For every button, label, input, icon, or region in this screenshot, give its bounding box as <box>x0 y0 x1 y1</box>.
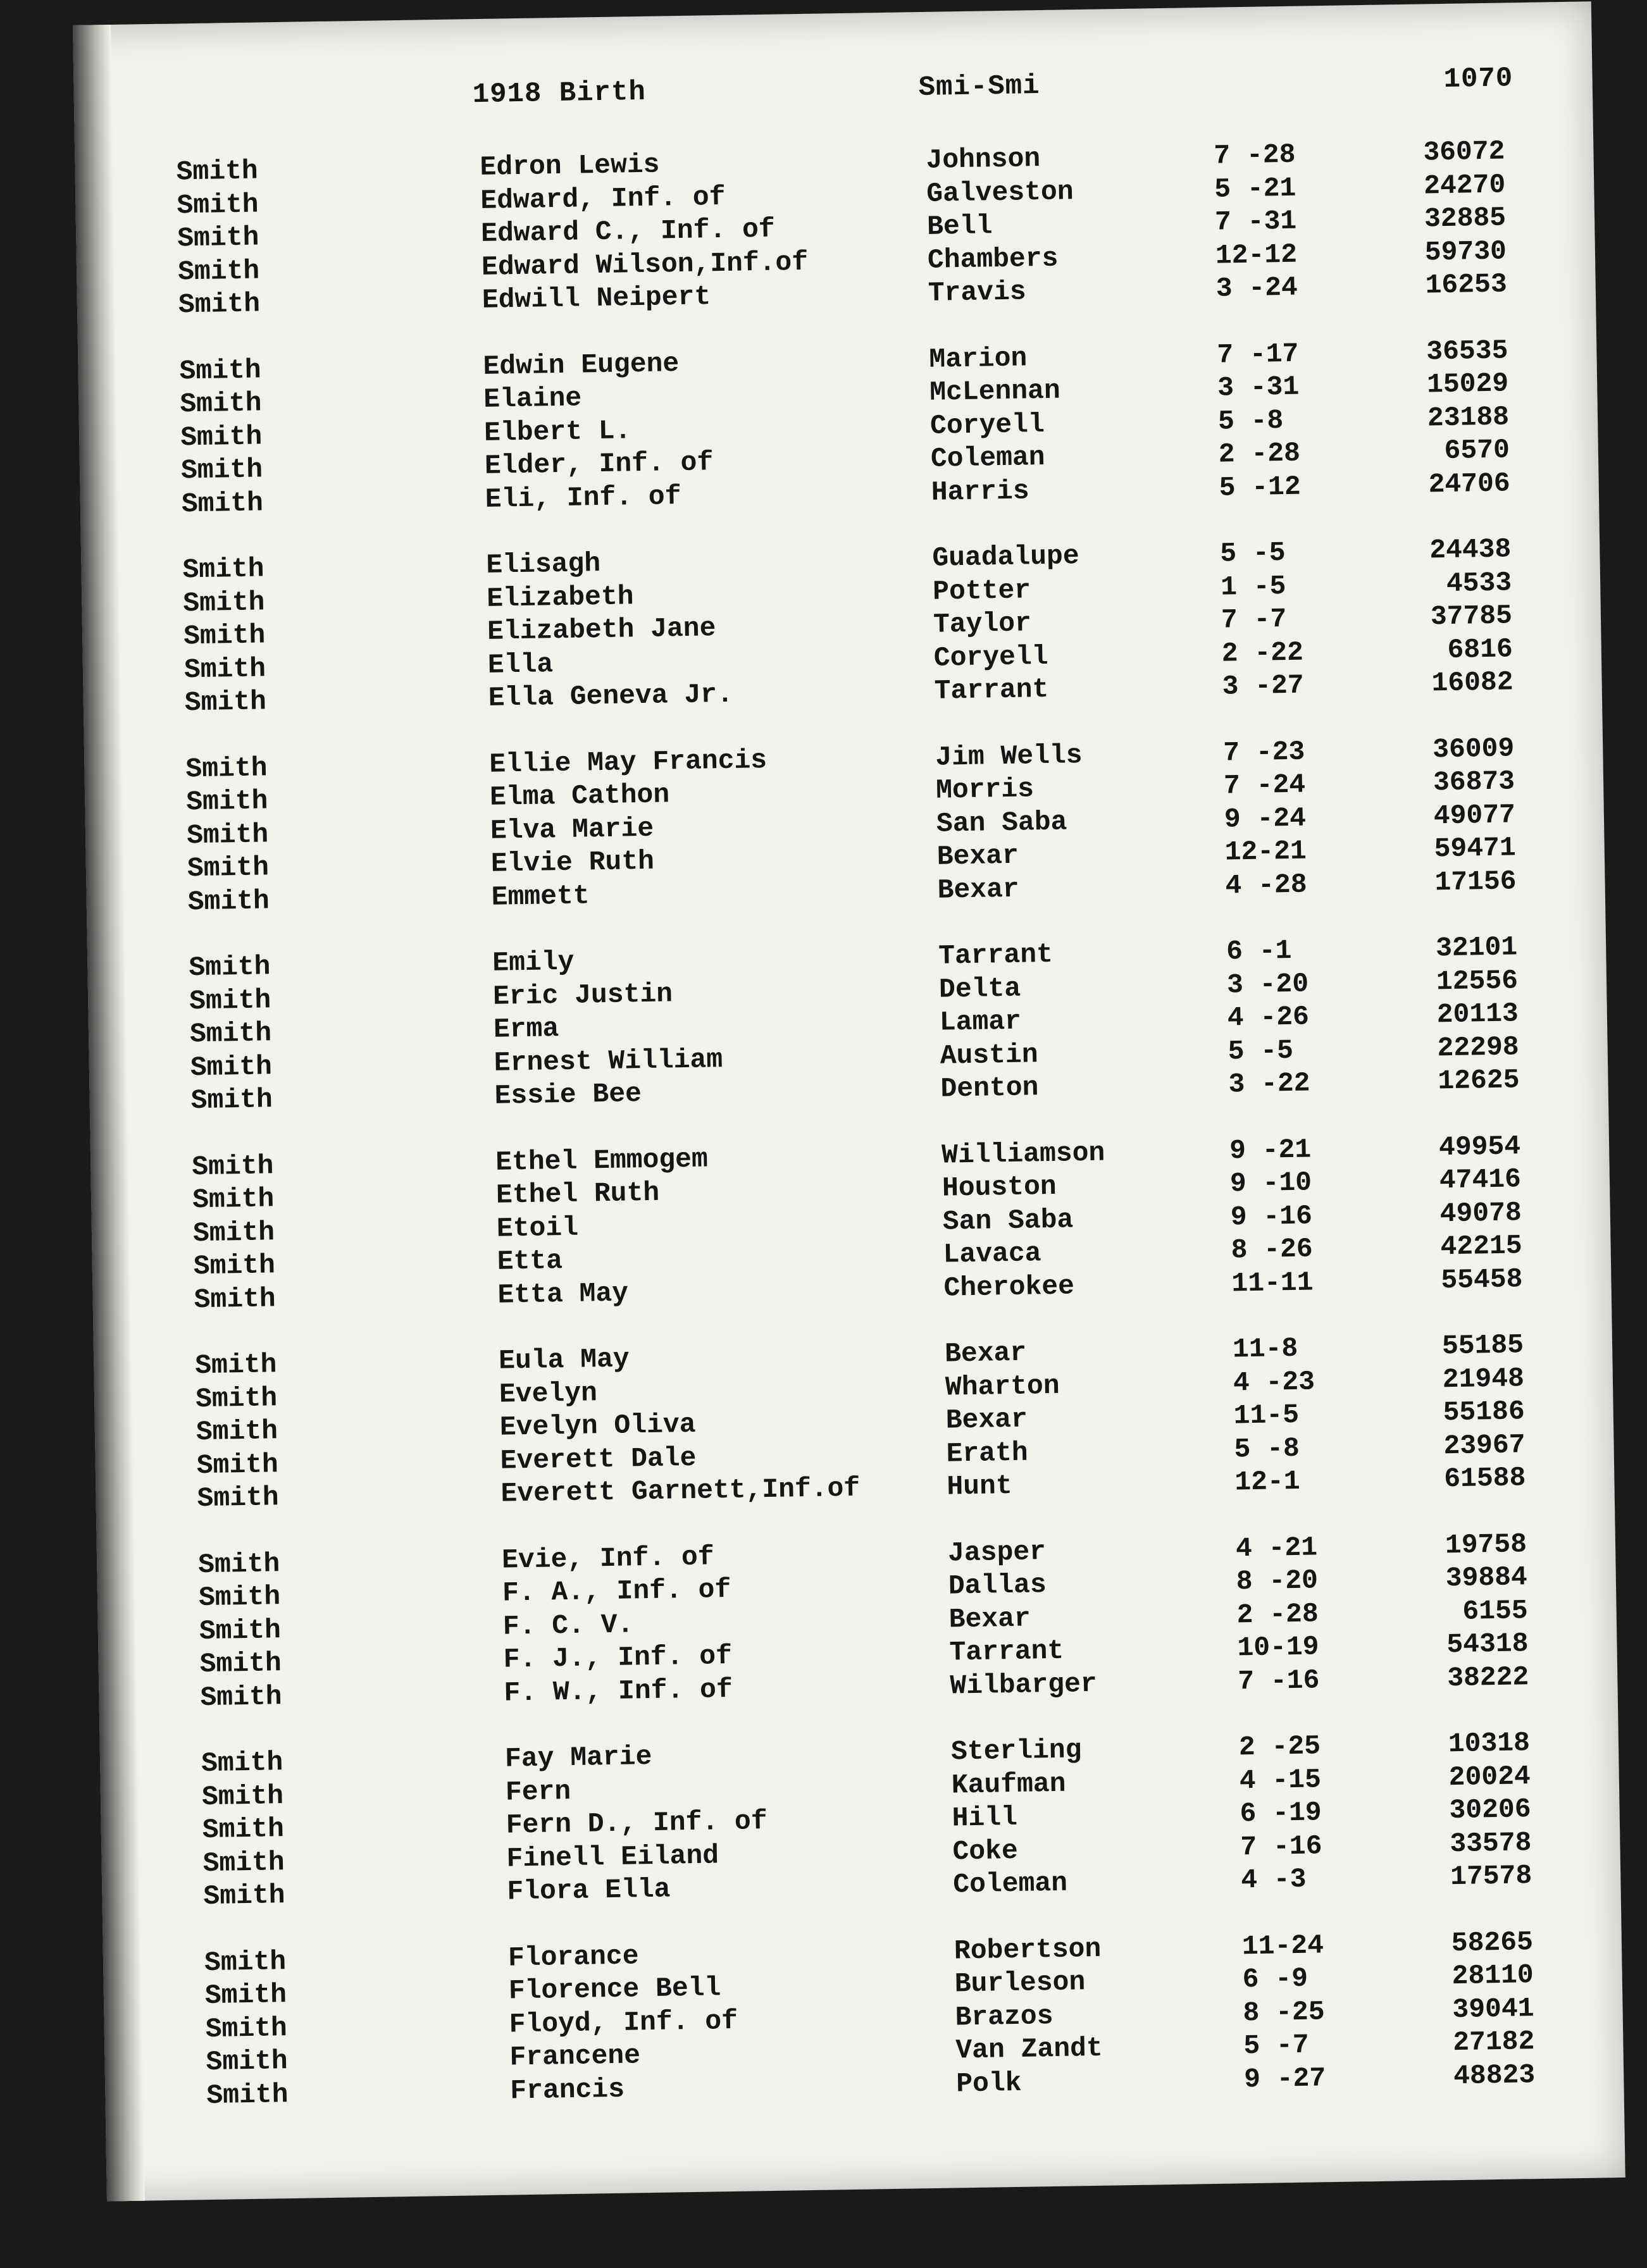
birth-date-cell: 7 -16 <box>1237 1664 1320 1697</box>
given-name-cell: Everett Garnett,Inf.of <box>500 1472 861 1509</box>
county-cell: Hunt <box>947 1470 1013 1503</box>
given-name-cell: Flora Ella <box>507 1873 671 1907</box>
surname-cell: Smith <box>180 454 263 486</box>
birth-date-cell: 5 -5 <box>1219 537 1286 569</box>
county-cell: Dallas <box>948 1569 1047 1602</box>
entry-group <box>87 930 1608 1120</box>
county-cell: Robertson <box>954 1933 1102 1966</box>
given-name-cell: Essie Bee <box>494 1078 642 1112</box>
certificate-number-cell: 19758 <box>1445 1528 1527 1561</box>
given-name-cell: Francis <box>509 2073 625 2107</box>
given-name-cell: Elma Cathon <box>489 779 670 813</box>
entry-group <box>97 1527 1618 1717</box>
birth-date-cell: 7 -23 <box>1222 736 1305 769</box>
birth-date-cell: 6 -1 <box>1226 934 1292 967</box>
certificate-number-cell: 17156 <box>1434 865 1517 898</box>
page-number: 1070 <box>1443 63 1513 96</box>
county-cell: Chambers <box>927 242 1059 276</box>
surname-cell: Smith <box>203 1880 285 1912</box>
county-cell: San Saba <box>942 1203 1074 1237</box>
county-cell: Lamar <box>939 1005 1022 1038</box>
birth-date-cell: 3 -31 <box>1217 371 1300 404</box>
county-cell: Taylor <box>933 607 1032 640</box>
certificate-number-cell: 23967 <box>1443 1428 1526 1461</box>
birth-date-cell: 8 -25 <box>1243 1995 1325 2028</box>
county-cell: Johnson <box>926 143 1041 176</box>
given-name-cell: Fern <box>505 1775 571 1808</box>
surname-cell: Smith <box>177 221 259 254</box>
certificate-number-cell: 58265 <box>1451 1926 1534 1959</box>
surname-cell: Smith <box>199 1647 282 1680</box>
surname-cell: Smith <box>185 785 268 818</box>
certificate-number-cell: 61588 <box>1443 1462 1526 1495</box>
county-cell: Jim Wells <box>935 739 1083 773</box>
surname-cell: Smith <box>179 354 262 387</box>
certificate-number-cell: 20024 <box>1448 1760 1531 1793</box>
surname-cell: Smith <box>181 486 264 519</box>
county-cell: Wharton <box>945 1370 1060 1403</box>
certificate-number-cell: 24706 <box>1428 467 1511 500</box>
given-name-cell: Ellie May Francis <box>489 744 768 780</box>
birth-date-cell: 11-5 <box>1233 1399 1300 1432</box>
county-cell: Marion <box>929 342 1028 375</box>
surname-cell: Smith <box>201 1747 283 1780</box>
given-name-cell: Elvie Ruth <box>490 845 655 879</box>
county-cell: Tarrant <box>938 938 1053 972</box>
county-cell: Morris <box>935 773 1035 806</box>
entry-group <box>84 731 1605 921</box>
certificate-number-cell: 55458 <box>1441 1263 1523 1296</box>
given-name-cell: Elbert L. <box>483 414 631 449</box>
certificate-number-cell: 42215 <box>1440 1230 1522 1263</box>
given-name-cell: Ella Geneva Jr. <box>488 678 734 714</box>
given-name-cell: Everett Dale <box>500 1442 697 1477</box>
birth-date-cell: 4 -23 <box>1233 1365 1315 1398</box>
surname-cell: Smith <box>196 1415 278 1448</box>
county-cell: Sterling <box>950 1734 1082 1768</box>
county-cell: Kaufman <box>951 1768 1066 1801</box>
birth-date-cell: 9 -24 <box>1224 802 1307 835</box>
county-cell: Jasper <box>947 1535 1047 1569</box>
surname-cell: Smith <box>177 254 260 287</box>
given-name-cell: F. W., Inf. of <box>504 1673 733 1709</box>
county-cell: Erath <box>946 1437 1029 1470</box>
certificate-number-cell: 49954 <box>1438 1130 1521 1163</box>
surname-cell: Smith <box>190 1050 273 1083</box>
surname-cell: Smith <box>191 1149 274 1182</box>
certificate-number-cell: 36535 <box>1426 334 1508 367</box>
given-name-cell: Elder, Inf. of <box>484 447 714 481</box>
birth-date-cell: 12-1 <box>1234 1465 1300 1498</box>
county-cell: Hill <box>952 1801 1018 1834</box>
entry-group <box>100 1726 1621 1916</box>
surname-cell: Smith <box>187 884 270 917</box>
certificate-number-cell: 10318 <box>1448 1727 1531 1760</box>
county-cell: Guadalupe <box>932 540 1080 574</box>
birth-date-cell: 5 -8 <box>1234 1432 1300 1465</box>
birth-date-cell: 9 -16 <box>1230 1199 1313 1232</box>
county-cell: Potter <box>932 574 1031 607</box>
county-cell: Wilbarger <box>950 1668 1098 1702</box>
birth-date-cell: 5 -21 <box>1214 172 1296 205</box>
given-name-cell: Etta <box>497 1245 563 1277</box>
certificate-number-cell: 12556 <box>1436 964 1519 997</box>
certificate-number-cell: 24438 <box>1429 533 1512 566</box>
given-name-cell: Fern D., Inf. of <box>506 1806 768 1841</box>
surname-cell: Smith <box>194 1349 277 1382</box>
surname-cell: Smith <box>187 852 270 884</box>
surname-cell: Smith <box>195 1382 278 1415</box>
county-cell: Coleman <box>930 441 1045 474</box>
given-name-cell: Edwin Eugene <box>483 347 680 382</box>
surname-cell: Smith <box>185 752 268 784</box>
page-title: 1918 Birth <box>472 76 647 111</box>
surname-cell: Smith <box>197 1547 280 1580</box>
county-cell: Bexar <box>948 1602 1031 1635</box>
county-cell: Coleman <box>952 1867 1068 1900</box>
certificate-number-cell: 55185 <box>1441 1329 1524 1362</box>
given-name-cell: Ethel Emmogem <box>495 1143 709 1178</box>
birth-date-cell: 8 -20 <box>1236 1565 1319 1597</box>
certificate-number-cell: 36072 <box>1423 135 1505 168</box>
certificate-number-cell: 36873 <box>1433 765 1515 798</box>
surname-cell: Smith <box>180 420 263 453</box>
certificate-number-cell: 22298 <box>1437 1031 1520 1063</box>
county-cell: Travis <box>928 276 1027 309</box>
birth-date-cell: 3 -24 <box>1215 271 1298 304</box>
county-cell: Polk <box>955 2067 1022 2099</box>
birth-date-cell: 2 -28 <box>1236 1597 1319 1630</box>
birth-date-cell: 8 -26 <box>1231 1233 1314 1266</box>
surname-cell: Smith <box>183 652 266 685</box>
surname-cell: Smith <box>189 1017 272 1050</box>
certificate-number-cell: 6155 <box>1462 1594 1529 1627</box>
surname-cell: Smith <box>182 586 265 619</box>
surname-cell: Smith <box>201 1780 284 1813</box>
given-name-cell: Fay Marie <box>504 1740 652 1775</box>
county-cell: Delta <box>938 972 1021 1005</box>
county-cell: Houston <box>942 1170 1057 1204</box>
given-name-cell: Florance <box>507 1940 639 1974</box>
entry-group <box>81 532 1602 722</box>
given-name-cell: Evelyn <box>499 1377 598 1410</box>
surname-cell: Smith <box>183 619 266 652</box>
given-name-cell: Etoil <box>496 1211 579 1244</box>
birth-date-cell: 9 -21 <box>1229 1133 1312 1167</box>
given-name-cell: F. C. V. <box>502 1608 634 1642</box>
certificate-number-cell: 54318 <box>1446 1628 1529 1661</box>
birth-date-cell: 4 -28 <box>1225 869 1307 902</box>
birth-date-cell: 10-19 <box>1237 1631 1319 1664</box>
county-cell: Bexar <box>945 1403 1028 1436</box>
county-cell: Bexar <box>937 873 1020 906</box>
entry-group <box>78 333 1599 523</box>
surname-cell: Smith <box>197 1482 280 1515</box>
certificate-number-cell: 21948 <box>1442 1362 1525 1395</box>
certificate-number-cell: 6816 <box>1447 633 1513 666</box>
given-name-cell: Floyd, Inf. of <box>509 2005 738 2040</box>
certificate-number-cell: 47416 <box>1439 1163 1522 1196</box>
certificate-number-cell: 16253 <box>1425 268 1508 301</box>
given-name-cell: Ethel Ruth <box>495 1177 660 1211</box>
county-cell: McLennan <box>929 375 1061 408</box>
surname-cell: Smith <box>202 1846 285 1879</box>
given-name-cell: Eric Justin <box>492 977 673 1012</box>
birth-date-cell: 7 -17 <box>1217 338 1299 371</box>
given-name-cell: Edward C., Inf. of <box>480 213 776 249</box>
surname-cell: Smith <box>177 188 259 221</box>
birth-date-cell: 7 -24 <box>1223 769 1306 802</box>
given-name-cell: Elizabeth Jane <box>487 612 716 647</box>
surname-cell: Smith <box>180 387 262 420</box>
county-cell: Lavaca <box>943 1237 1041 1270</box>
county-cell: Van Zandt <box>955 2032 1103 2066</box>
birth-date-cell: 11-11 <box>1231 1266 1314 1299</box>
given-name-cell: Edron Lewis <box>480 149 660 183</box>
county-cell: Williamson <box>941 1137 1105 1171</box>
county-cell: Coryell <box>933 640 1048 674</box>
birth-date-cell: 2 -22 <box>1221 636 1304 669</box>
county-cell: Coryell <box>929 408 1045 442</box>
given-name-cell: Eli, Inf. of <box>485 480 681 515</box>
given-name-cell: Ella <box>487 648 554 681</box>
birth-date-cell: 5 -8 <box>1217 404 1284 437</box>
county-cell: Burleson <box>954 1966 1086 2000</box>
certificate-number-cell: 55186 <box>1443 1396 1526 1428</box>
given-name-cell: Elisagh <box>486 548 601 581</box>
certificate-number-cell: 38222 <box>1446 1661 1529 1694</box>
given-name-cell: Etta May <box>497 1277 629 1311</box>
page-header <box>73 61 1593 130</box>
certificate-number-cell: 17578 <box>1450 1860 1532 1893</box>
certificate-number-cell: 28110 <box>1451 1959 1534 1992</box>
surname-cell: Smith <box>204 1945 287 1978</box>
surname-cell: Smith <box>194 1282 277 1315</box>
surname-cell: Smith <box>184 686 267 719</box>
surname-cell: Smith <box>200 1680 282 1713</box>
surname-cell: Smith <box>198 1581 281 1614</box>
certificate-number-cell: 59471 <box>1434 832 1517 865</box>
given-name-cell: Emmett <box>491 879 590 913</box>
certificate-number-cell: 6570 <box>1444 434 1510 467</box>
certificate-number-cell: 39884 <box>1445 1561 1528 1594</box>
given-name-cell: Edwill Neipert <box>482 281 711 316</box>
birth-date-cell: 4 -21 <box>1235 1531 1318 1564</box>
certificate-number-cell: 33578 <box>1449 1826 1532 1859</box>
birth-date-cell: 4 -3 <box>1240 1863 1307 1896</box>
surname-cell: Smith <box>190 1084 273 1117</box>
surname-cell: Smith <box>186 818 269 851</box>
given-name-cell: Evelyn Oliva <box>499 1408 696 1443</box>
birth-date-cell: 4 -15 <box>1239 1763 1322 1796</box>
surname-cell: Smith <box>189 951 271 984</box>
surname-cell: Smith <box>189 984 271 1017</box>
county-cell: Austin <box>940 1038 1038 1072</box>
entry-group <box>75 134 1596 324</box>
birth-date-cell: 11-24 <box>1241 1929 1324 1962</box>
surname-cell: Smith <box>192 1183 275 1216</box>
surname-cell: Smith <box>192 1216 275 1249</box>
birth-date-cell: 5 -5 <box>1227 1034 1294 1067</box>
certificate-number-cell: 39041 <box>1452 1992 1534 2025</box>
birth-date-cell: 3 -20 <box>1226 968 1309 1001</box>
document-page <box>73 1 1625 2201</box>
given-name-cell: Elva Marie <box>490 812 654 846</box>
birth-date-cell: 7 -31 <box>1214 205 1297 238</box>
surname-cell: Smith <box>206 2045 288 2078</box>
county-cell: Cherokee <box>943 1270 1075 1304</box>
given-name-cell: Evie, Inf. of <box>501 1540 714 1576</box>
county-cell: Bexar <box>944 1337 1027 1370</box>
given-name-cell: Erma <box>493 1013 559 1045</box>
entry-group <box>103 1924 1624 2114</box>
given-name-cell: Emily <box>492 946 575 979</box>
birth-date-cell: 2 -28 <box>1218 437 1301 470</box>
birth-date-cell: 7 -16 <box>1240 1830 1322 1862</box>
birth-date-cell: 12-12 <box>1215 239 1298 271</box>
certificate-number-cell: 49077 <box>1433 798 1516 831</box>
certificate-number-cell: 16082 <box>1431 666 1513 699</box>
birth-index-list <box>75 134 1624 2147</box>
certificate-number-cell: 59730 <box>1424 235 1507 268</box>
given-name-cell: Edward, Inf. of <box>480 181 726 216</box>
surname-cell: Smith <box>204 1979 287 2012</box>
birth-date-cell: 3 -27 <box>1222 669 1305 702</box>
certificate-number-cell: 20113 <box>1436 998 1519 1031</box>
birth-date-cell: 5 -12 <box>1219 471 1302 504</box>
certificate-number-cell: 24270 <box>1423 168 1506 201</box>
given-name-cell: Edward Wilson,Inf.of <box>481 246 809 283</box>
birth-date-cell: 4 -26 <box>1227 1001 1310 1034</box>
county-cell: Denton <box>940 1072 1039 1105</box>
certificate-number-cell: 32885 <box>1424 202 1507 235</box>
county-cell: Coke <box>952 1835 1019 1868</box>
county-cell: Bell <box>926 210 993 242</box>
birth-date-cell: 9 -10 <box>1229 1167 1312 1199</box>
surname-cell: Smith <box>182 553 264 586</box>
certificate-number-cell: 49078 <box>1439 1196 1522 1229</box>
name-range: Smi-Smi <box>918 70 1040 104</box>
given-name-cell: F. J., Inf. of <box>503 1640 733 1675</box>
birth-date-cell: 1 -5 <box>1220 570 1286 603</box>
surname-cell: Smith <box>202 1813 285 1846</box>
surname-cell: Smith <box>205 2012 288 2045</box>
birth-date-cell: 3 -22 <box>1228 1067 1310 1100</box>
certificate-number-cell: 27182 <box>1452 2026 1535 2059</box>
given-name-cell: Elizabeth <box>486 580 634 614</box>
certificate-number-cell: 36009 <box>1432 732 1515 765</box>
birth-date-cell: 7 -7 <box>1221 603 1287 636</box>
given-name-cell: Eula May <box>498 1343 630 1377</box>
surname-cell: Smith <box>176 155 259 188</box>
certificate-number-cell: 30206 <box>1449 1794 1531 1826</box>
certificate-number-cell: 4533 <box>1446 566 1512 599</box>
birth-date-cell: 9 -27 <box>1243 2062 1326 2095</box>
entry-group <box>90 1129 1612 1319</box>
surname-cell: Smith <box>178 288 261 321</box>
birth-date-cell: 7 -28 <box>1214 139 1296 171</box>
birth-date-cell: 12-21 <box>1224 835 1307 868</box>
surname-cell: Smith <box>199 1614 282 1647</box>
given-name-cell: Ernest William <box>494 1043 723 1079</box>
county-cell: Harris <box>931 474 1029 508</box>
certificate-number-cell: 48823 <box>1453 2059 1536 2091</box>
entry-group <box>94 1328 1615 1518</box>
birth-date-cell: 2 -25 <box>1238 1730 1321 1763</box>
certificate-number-cell: 37785 <box>1430 600 1513 633</box>
birth-date-cell: 6 -9 <box>1242 1962 1308 1995</box>
surname-cell: Smith <box>196 1448 279 1481</box>
given-name-cell: Florence Bell <box>508 1972 721 2007</box>
surname-cell: Smith <box>206 2078 289 2111</box>
given-name-cell: Finell Eiland <box>506 1839 719 1875</box>
county-cell: Brazos <box>955 2000 1053 2033</box>
given-name-cell: Francene <box>509 2040 641 2073</box>
county-cell: Galveston <box>926 175 1074 209</box>
certificate-number-cell: 23188 <box>1427 400 1510 433</box>
county-cell: San Saba <box>936 805 1067 840</box>
certificate-number-cell: 15029 <box>1426 368 1509 400</box>
given-name-cell: Elaine <box>483 382 582 415</box>
surname-cell: Smith <box>193 1249 276 1282</box>
county-cell: Bexar <box>936 840 1019 872</box>
given-name-cell: F. A., Inf. of <box>502 1573 731 1609</box>
birth-date-cell: 11-8 <box>1232 1332 1298 1365</box>
county-cell: Tarrant <box>934 673 1049 707</box>
county-cell: Tarrant <box>949 1635 1064 1668</box>
birth-date-cell: 5 -7 <box>1243 2029 1309 2062</box>
birth-date-cell: 6 -19 <box>1240 1797 1322 1830</box>
certificate-number-cell: 32101 <box>1435 931 1518 964</box>
certificate-number-cell: 12625 <box>1438 1064 1520 1097</box>
